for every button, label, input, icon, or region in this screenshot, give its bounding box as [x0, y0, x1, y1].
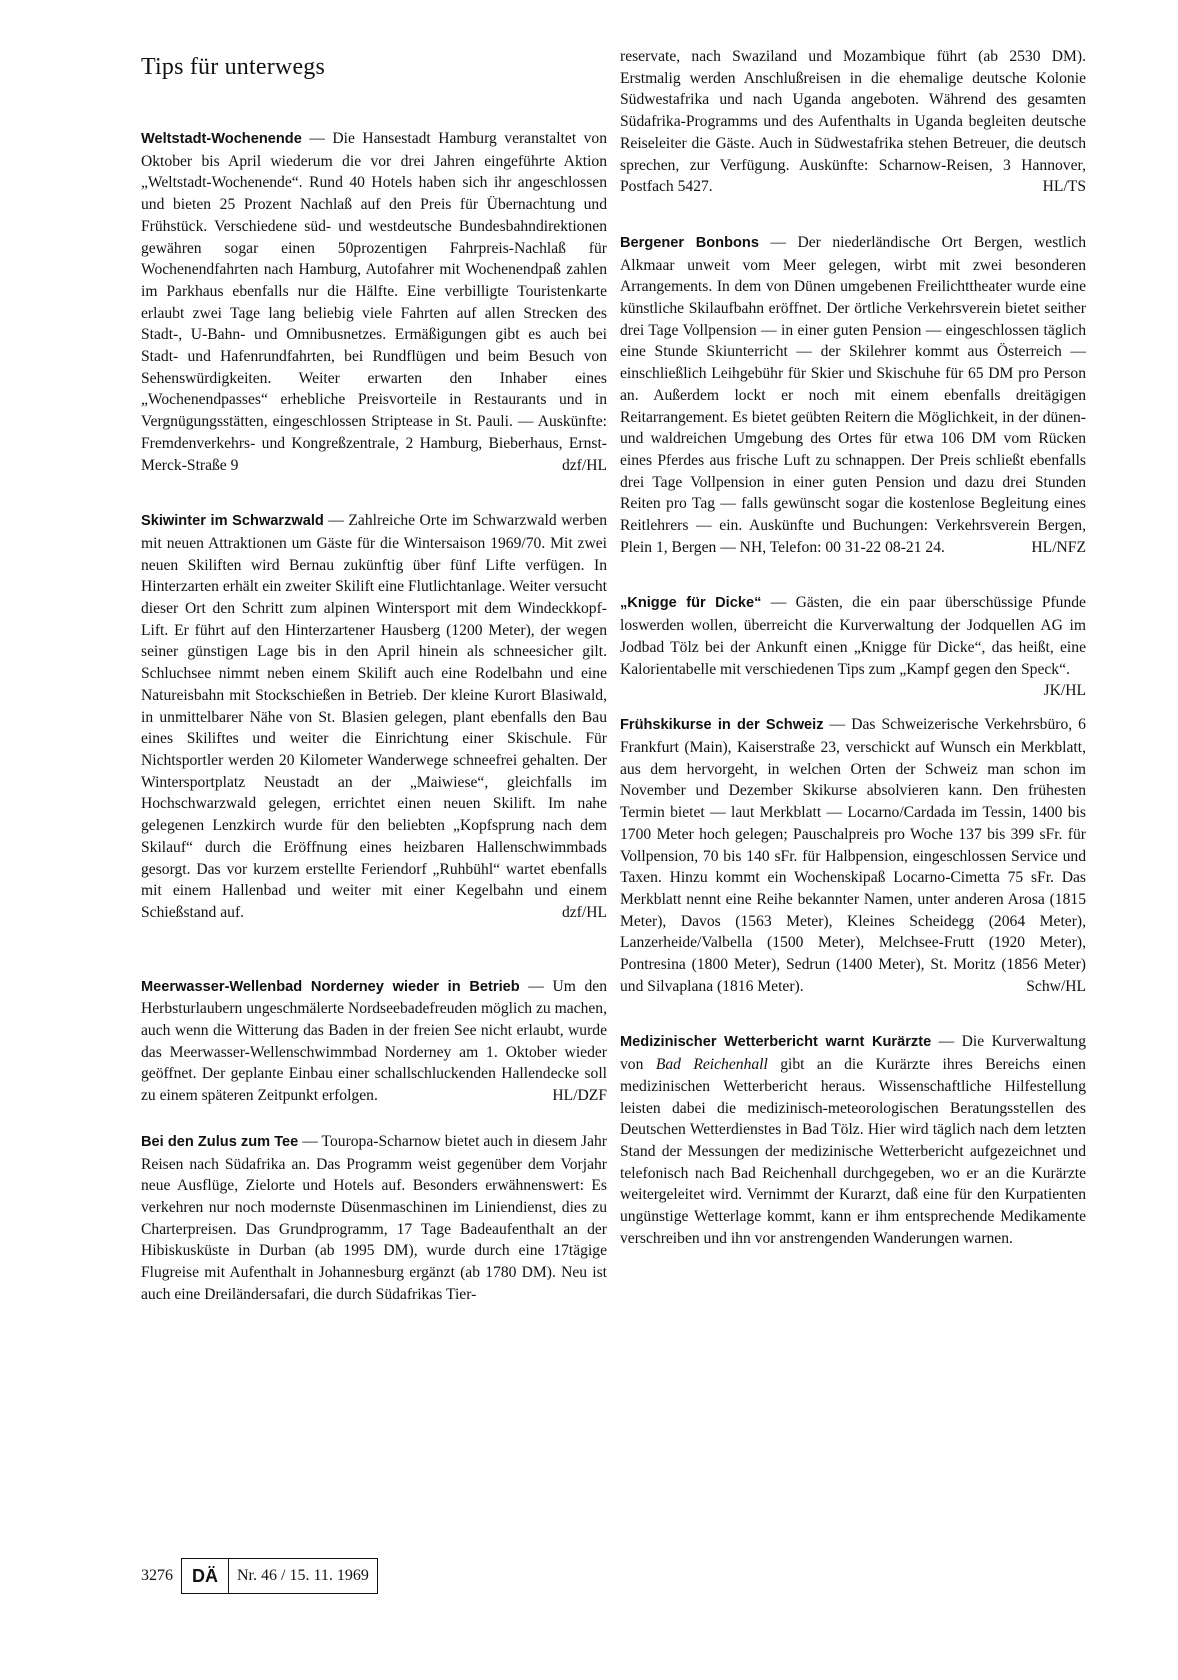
article-bergen	[620, 232, 1086, 559]
article-lead: Skiwinter im Schwarzwald	[141, 513, 324, 530]
section-title: Tips für unterwegs	[141, 54, 326, 80]
article-lead: Weltstadt-Wochenende	[141, 131, 302, 147]
journal-mark: DÄ	[182, 1559, 229, 1593]
article-signature: HL/NFZ	[1031, 538, 1086, 556]
article-signature: dzf/HL	[561, 903, 607, 921]
article-signature: JK/HL	[1043, 682, 1086, 700]
article-zulus	[141, 1131, 607, 1306]
article-body: — Touropa-Scharnow bietet auch in diesem Jahr Reisen nach Südafrika an. Das Programm weist gegenüber dem Vorjahr neue Ausflüge, Zielorte und Hotels auf. Besonders erwähnenswert: Es verkehren nur noch modernste Düsenmaschinen im Liniendienst, dies zu Charterpreisen. Das Grundprogramm, 17 Tage Badeaufenthalt an der Hibiskusküste in Durban (ab 1995 DM), wurde durch eine 17tägige Flugreise mit Aufenthalt in Johannesburg ergänzt (ab 1780 DM). Neu ist auch eine Dreiländersafari, die durch Südafrikas Tier-	[141, 1132, 607, 1303]
article-body: gibt an die Kurärzte ihres Bereichs einen medizinischen Wetterbericht heraus. Wissenschaftliche Hilfestellung leisten dabei die medizinisch-meteorologischen Beratungsstellen des Deutschen Wetterdienstes in Bad Tölz. Hier wird täglich nach dem letzten Stand der Messungen der medizinische Wetterbericht aufgezeichnet und telefonisch nach Bad Reichenhall durchgegeben, wo er an die Kurärzte weitergeleitet wird. Vernimmt der Kurarzt, daß eine für den Kurpatienten ungünstige Wetterlage kommt, kann er ihm entsprechende Medikamente verschreiben und ihn vor anstrengenden Wanderungen warnen.	[620, 1056, 1086, 1247]
article-lead: Medizinischer Wetterbericht warnt Kurärzte	[620, 1034, 932, 1051]
article-lead: Meerwasser-Wellenbad Norderney wieder in Betrieb	[141, 978, 520, 995]
article-body: reservate, nach Swaziland und Mozambique führt (ab 2530 DM). Erstmalig werden Anschlußreisen in die ehemalige deutsche Kolonie Südwestafrika und nach Uganda angeboten. Während des gesamten Südafrika-Programms und des Aufenthalts in Uganda begleiten deutsche Reiseleiter die Gäste. Auch in Südwestafrika stehen Betreuer, die deutsch sprechen, zur Verfügung. Auskünfte: Scharnow-Reisen, 3 Hannover, Postfach 5427.	[620, 48, 1086, 196]
article-lead: „Knigge für Dicke“	[620, 595, 762, 612]
article-lead: Bergener Bonbons	[620, 234, 759, 251]
article-weltstadt-wochenende	[141, 128, 607, 476]
right-column	[620, 46, 1086, 1249]
article-body: — Die Kurverwaltung von	[620, 1033, 1086, 1074]
article-body: — Zahlreiche Orte im Schwarzwald werben mit neuen Attraktionen um Gäste für die Wintersaison 1969/70. Mit zwei neuen Skiliften wird Bernau zukünftig über fünf Lifte verfügen. In Hinterzarten erhält ein zweiter Skilift eine Flutlichtanlage. Weiter versucht dieser Ort den Schritt zum alpinen Wintersport mit dem Windeckkopf-Lift. Er führt auf den Hinterzartener Hausberg (1200 Meter), der wegen seiner günstigen Lage bis in den April hinein als schneesicher gilt. Schluchsee nimmt neben einem Skilift auch eine Rodelbahn und eine Natureisbahn mit Stockschießen in Betrieb. Der kleine Kurort Blasiwald, in unmittelbarer Nähe von St. Blasien gelegen, plant ebenfalls den Bau eines Skiliftes und weiter die Einrichtung einer Skischule. Für Nichtsportler werden 20 Kilometer Wanderwege schneefrei gehalten. Der Wintersportplatz Neustadt an der „Maiwiese“, gleichfalls im Hochschwarzwald gelegen, errichtet einen neuen Skilift. Im nahe gelegenen Lenzkirch wurde für den beliebten „Kopfsprung nach dem Skilauf“ durch die Eröffnung eines heizbaren Hallenschwimmbads gesorgt. Das vor kurzem erstellte Feriendorf „Ruhbühl“ wartet ebenfalls mit einem Hallenbad und weiter mit einer Kegelbahn und einem Schießstand auf.	[141, 512, 607, 921]
left-column	[141, 48, 607, 1305]
article-wetterbericht	[620, 1031, 1086, 1249]
article-signature: Schw/HL	[1026, 977, 1086, 995]
page-number: 3276	[141, 1567, 173, 1584]
article-emphasis: Bad Reichenhall	[655, 1056, 768, 1074]
article-body: — Gästen, die ein paar überschüssige Pfunde loswerden wollen, überreicht die Kurverwaltung der Jodquellen AG im Jodbad Tölz bei der Ankunft einen „Knigge für Dicke“, das heißt, eine Kalorientabelle mit verschiedenen Tips zum „Kampf gegen den Speck“.	[620, 594, 1086, 678]
article-body: — Das Schweizerische Verkehrsbüro, 6 Frankfurt (Main), Kaiserstraße 23, verschickt auf Wunsch ein Merkblatt, aus dem hervorgeht, in welchen Orten der Schweiz man schon im November und Dezember Skikurse absolvieren kann. Den frühesten Termin bietet — laut Merkblatt — Locarno/Cardada im Tessin, 1400 bis 1700 Meter hoch gelegen; Pauschalpreis pro Woche 137 bis 399 sFr. für Vollpension, 70 bis 140 sFr. für Halbpension, eingeschlossen Service und Taxen. Hinzu kommt ein Wochenskipaß Locarno-Cimetta 75 sFr. Das Merkblatt nennt eine Reihe bekannter Namen, unter anderen Arosa (1815 Meter), Davos (1563 Meter), Kleines Scheidegg (2064 Meter), Lanzerheide/Valbella (1500 Meter), Melchsee-Frutt (1920 Meter), Pontresina (1800 Meter), Sedrun (1400 Meter), St. Moritz (1856 Meter) und Silvaplana (1816 Meter).	[620, 716, 1086, 995]
article-signature: HL/DZF	[552, 1087, 607, 1105]
article-signature: HL/TS	[1042, 178, 1086, 196]
article-norderney	[141, 976, 607, 1107]
article-knigge	[620, 592, 1086, 700]
article-lead: Frühskikurse in der Schweiz	[620, 717, 824, 734]
page-footer	[141, 1558, 378, 1594]
article-body: — Der niederländische Ort Bergen, westlich Alkmaar unweit vom Meer gelegen, wirbt mit zwei besonderen Arrangements. In dem von Dünen umgebenen Freilichttheater wurde eine künstliche Skilaufbahn eröffnet. Der örtliche Verkehrsverein bietet seither drei Tage Vollpension — in einer guten Pension — eingeschlossen täglich eine Stunde Skiunterricht — der Skilehrer kommt aus Österreich — einschließlich Leihgebühr für Skier und Skischuhe für 65 DM pro Person an. Außerdem lockt er noch mit einem ebenfalls dreitägigen Reitarrangement. Es bietet geübten Reitern die Möglichkeit, in der dünen- und waldreichen Umgebung des Ortes für etwa 106 DM vom Rücken eines Pferdes aus frische Luft zu schnappen. Der Preis schließt ebenfalls drei Tage Vollpension in einer guten Pension und dazu drei Stunden Reiten pro Tag — falls gewünscht sogar die kostenlose Begleitung eines Reitlehrers — ein. Auskünfte und Buchungen: Verkehrsverein Bergen, Plein 1, Bergen — NH, Telefon: 00 31-22 08-21 24.	[620, 233, 1087, 556]
article-body: — Um den Herbsturlaubern ungeschmälerte Nordseebadefreuden möglich zu machen, auch wenn die Witterung das Baden in der freien See nicht erlaubt, wurde das Meerwasser-Wellenschwimmbad Norderney am 1. Oktober wieder geöffnet. Der geplante Einbau einer schallschluckenden Hallendecke soll zu einem späteren Zeitpunkt erfolgen.	[141, 977, 607, 1105]
article-signature: dzf/HL	[561, 456, 607, 474]
article-skiwinter	[141, 510, 607, 923]
issue-label: Nr. 46 / 15. 11. 1969	[237, 1567, 369, 1584]
article-lead: Bei den Zulus zum Tee	[141, 1133, 299, 1150]
article-zulus-continued	[620, 46, 1086, 198]
article-schweiz	[620, 714, 1086, 997]
article-body: — Die Hansestadt Hamburg veranstaltet von Oktober bis April wiederum die vor drei Jahren eingeführte Aktion „Weltstadt-Wochenende“. Rund 40 Hotels haben sich ihr angeschlossen und bieten 25 Prozent Nachlaß auf den Preis für Übernachtung und Frühstück. Verschiedene süd- und westdeutsche Bundesbahndirektionen gewähren sogar einen 50prozentigen Fahrpreis-Nachlaß für Wochenendfahrten nach Hamburg, Autofahrer mit Wochenendpaß zahlen im Parkhaus ebenfalls nur die Hälfte. Eine verbilligte Touristenkarte erlaubt zwei Tage lang beliebig viele Fahrten auf allen Strecken des Stadt-, U-Bahn- und Omnibusnetzes. Ermäßigungen gibt es auch bei Stadt- und Hafenrundfahrten, bei Rundflügen und beim Besuch von Sehenswürdigkeiten. Weiter erwarten den Inhaber eines „Wochenendpasses“ erhebliche Preisvorteile in Restaurants und in Vergnügungsstätten, eingeschlossen Striptease in St. Pauli. — Auskünfte: Fremdenverkehrs- und Kongreßzentrale, 2 Hamburg, Bieberhaus, Ernst-Merck-Straße 9	[141, 130, 607, 474]
journal-box	[181, 1558, 378, 1594]
